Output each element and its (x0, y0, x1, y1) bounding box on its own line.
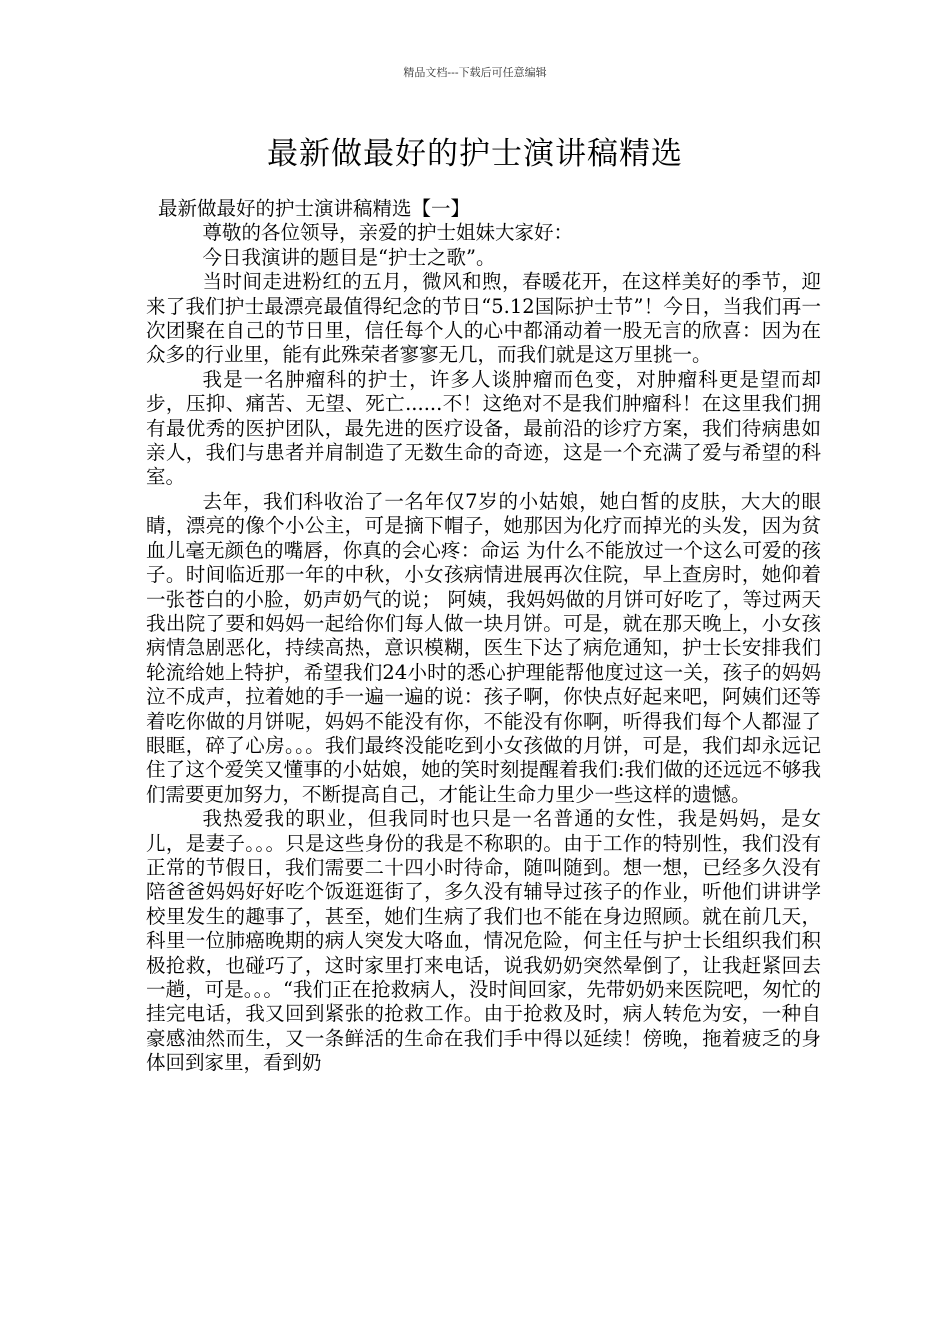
section-heading: 最新做最好的护士演讲稿精选【一】 (158, 197, 471, 220)
document-title: 最新做最好的护士演讲稿精选 (267, 136, 683, 172)
paragraph-intro: 当时间走进粉红的五月，微风和煦，春暖花开，在这样美好的季节，迎来了我们护士最漂亮最值得纪念的节日“5.12国际护士节”！今日，当我们再一次团聚在自己的节日里，信任每个人的心中都涌动着一股无言的欣喜：因为在众多的行业里，能有此殊荣者寥寥无几，而我们就是这万里挑一。 (146, 270, 821, 367)
header-note: 精品文档---下载后可任意编辑 (403, 66, 547, 79)
paragraph-greeting: 尊敬的各位领导，亲爱的护士姐妹大家好： (202, 221, 574, 245)
paragraph-story: 去年，我们科收治了一名年仅7岁的小姑娘，她白皙的皮肤，大大的眼睛，漂亮的像个小公主，可是摘下帽子，她那因为化疗而掉光的头发，因为贫血儿毫无颜色的嘴唇，你真的会心疼：命运 为什么不能放过一个这么可爱的孩子。时间临近那一年的中秋，小女孩病情进展再次住院，早上查房时，她仰着一张苍白的小脸，奶声奶气的说； 阿姨，我妈妈做的月饼可好吃了，等过两天我出院了要和妈妈一起给你们每人做一块月饼。可是，就在那天晚上，小女孩病情急剧恶化，持续高热，意识模糊，医生下达了病危通知，护士长安排我们轮流给她上特护，希望我们24小时的悉心护理能帮他度过这一关，孩子的妈妈泣不成声，拉着她的手一遍一遍的说：孩子啊，你快点好起来吧，阿姨们还等着吃你做的月饼呢，妈妈不能没有你，不能没有你啊，听得我们每个人都湿了眼眶，碎了心房。。。我们最终没能吃到小女孩做的月饼，可是，我们却永远记住了这个爱笑又懂事的小姑娘，她的笑时刻提醒着我们:我们做的还远远不够我们需要更加努力，不断提高自己，才能让生命力里少一些这样的遗憾。 (146, 489, 821, 806)
paragraph-oncology: 我是一名肿瘤科的护士，许多人谈肿瘤而色变，对肿瘤科更是望而却步，压抑、痛苦、无望、死亡......不！这绝对不是我们肿瘤科！在这里我们拥有最优秀的医护团队，最先进的医疗设备，最前沿的诊疗方案，我们待病患如亲人，我们与患者并肩制造了无数生命的奇迹，这是一个充满了爱与希望的科室。 (146, 367, 821, 489)
paragraph-topic: 今日我演讲的题目是“护士之歌”。 (202, 245, 496, 269)
paragraph-profession: 我热爱我的职业，但我同时也只是一名普通的女性，我是妈妈，是女儿，是妻子。。。只是这些身份的我是不称职的。由于工作的特别性，我们没有正常的节假日，我们需要二十四小时待命，随叫随到。想一想，已经多久没有陪爸爸妈妈好好吃个饭逛逛街了，多久没有辅导过孩子的作业，听他们讲讲学校里发生的趣事了，甚至，她们生病了我们也不能在身边照顾。就在前几天，科里一位肺癌晚期的病人突发大咯血，情况危险，何主任与护士长组织我们积极抢救，也碰巧了，这时家里打来电话，说我奶奶突然晕倒了，让我赶紧回去一趟，可是。。。“我们正在抢救病人，没时间回家，先带奶奶来医院吧，匆忙的挂完电话，我又回到紧张的抢救工作。由于抢救及时，病人转危为安，一种自豪感油然而生，又一条鲜活的生命在我们手中得以延续！傍晚，拖着疲乏的身体回到家里，看到奶 (146, 807, 821, 1075)
document-body (146, 197, 821, 1076)
